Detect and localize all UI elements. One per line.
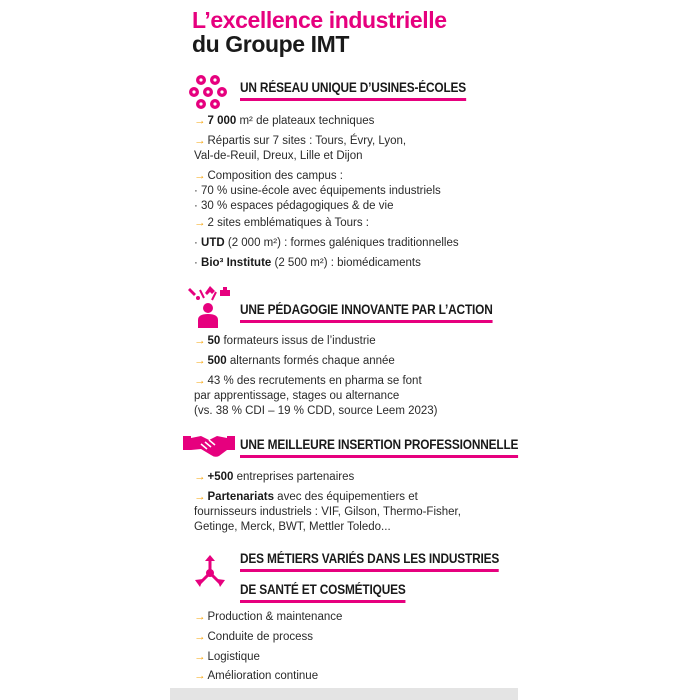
page-title xyxy=(192,8,447,56)
arrow-right-icon: → xyxy=(194,115,206,127)
arrow-right-icon: → xyxy=(194,670,206,682)
arrow-right-icon: → xyxy=(194,491,206,503)
list-item: · UTD (2 000 m²) : formes galéniques traditionnelles xyxy=(194,237,459,249)
arrow-right-icon: → xyxy=(194,135,206,147)
section-heading-insertion: UNE MEILLEURE INSERTION PROFESSIONNELLE xyxy=(240,437,556,458)
section-heading-pedagogie: UNE PÉDAGOGIE INNOVANTE PAR L’ACTION xyxy=(240,302,527,323)
section-heading-metiers-2: DE SANTÉ ET COSMÉTIQUES xyxy=(240,582,428,603)
title-line-2: du Groupe IMT xyxy=(192,31,350,57)
list-item: → 50 formateurs issus de l’industrie xyxy=(194,335,376,347)
handshake-icon xyxy=(183,430,235,460)
list-item: → Partenariats avec des équipementiers et fournisseurs industriels : VIF, Gilson, Thermo-Fisher, Getinge, Merck, BWT, Mettler Toledo... xyxy=(194,491,461,533)
trainer-tools-icon xyxy=(186,284,234,330)
title-line-1: L’excellence industrielle xyxy=(192,7,447,33)
list-item: → 7 000 m² de plateaux techniques xyxy=(194,115,375,127)
arrow-right-icon: → xyxy=(194,471,206,483)
list-item: → 2 sites emblématiques à Tours : xyxy=(194,217,370,229)
section-heading-metiers-1: DES MÉTIERS VARIÉS DANS LES INDUSTRIES xyxy=(240,551,534,572)
list-item: → Répartis sur 7 sites : Tours, Évry, Lyon, Val-de-Reuil, Dreux, Lille et Dijon xyxy=(194,135,407,162)
list-item: → Conduite de process xyxy=(194,631,313,643)
molecule-network-icon xyxy=(187,72,233,112)
arrow-right-icon: → xyxy=(194,611,206,623)
list-item: → Logistique xyxy=(194,651,260,663)
bottom-strip xyxy=(170,688,518,700)
arrow-right-icon: → xyxy=(194,217,206,229)
arrow-right-icon: → xyxy=(194,651,206,663)
branching-arrows-icon xyxy=(192,555,228,593)
list-item: · Bio³ Institute (2 500 m²) : biomédicaments xyxy=(194,257,421,269)
arrow-right-icon: → xyxy=(194,631,206,643)
section-heading-usines-ecoles: UN RÉSEAU UNIQUE D’USINES-ÉCOLES xyxy=(240,80,497,101)
list-item: → +500 entreprises partenaires xyxy=(194,471,355,483)
list-item: → Production & maintenance xyxy=(194,611,343,623)
arrow-right-icon: → xyxy=(194,355,206,367)
list-item: → 500 alternants formés chaque année xyxy=(194,355,395,367)
list-item: → Amélioration continue xyxy=(194,670,319,682)
arrow-right-icon: → xyxy=(194,170,206,182)
arrow-right-icon: → xyxy=(194,335,206,347)
list-item: → 43 % des recrutements en pharma se font par apprentissage, stages ou alternance (vs. 38 % CDI – 19 % CDD, source Leem 2023) xyxy=(194,375,438,417)
list-item: → Composition des campus : · 70 % usine-école avec équipements industriels · 30 % espaces pédagogiques & de vie xyxy=(194,170,441,212)
arrow-right-icon: → xyxy=(194,375,206,387)
